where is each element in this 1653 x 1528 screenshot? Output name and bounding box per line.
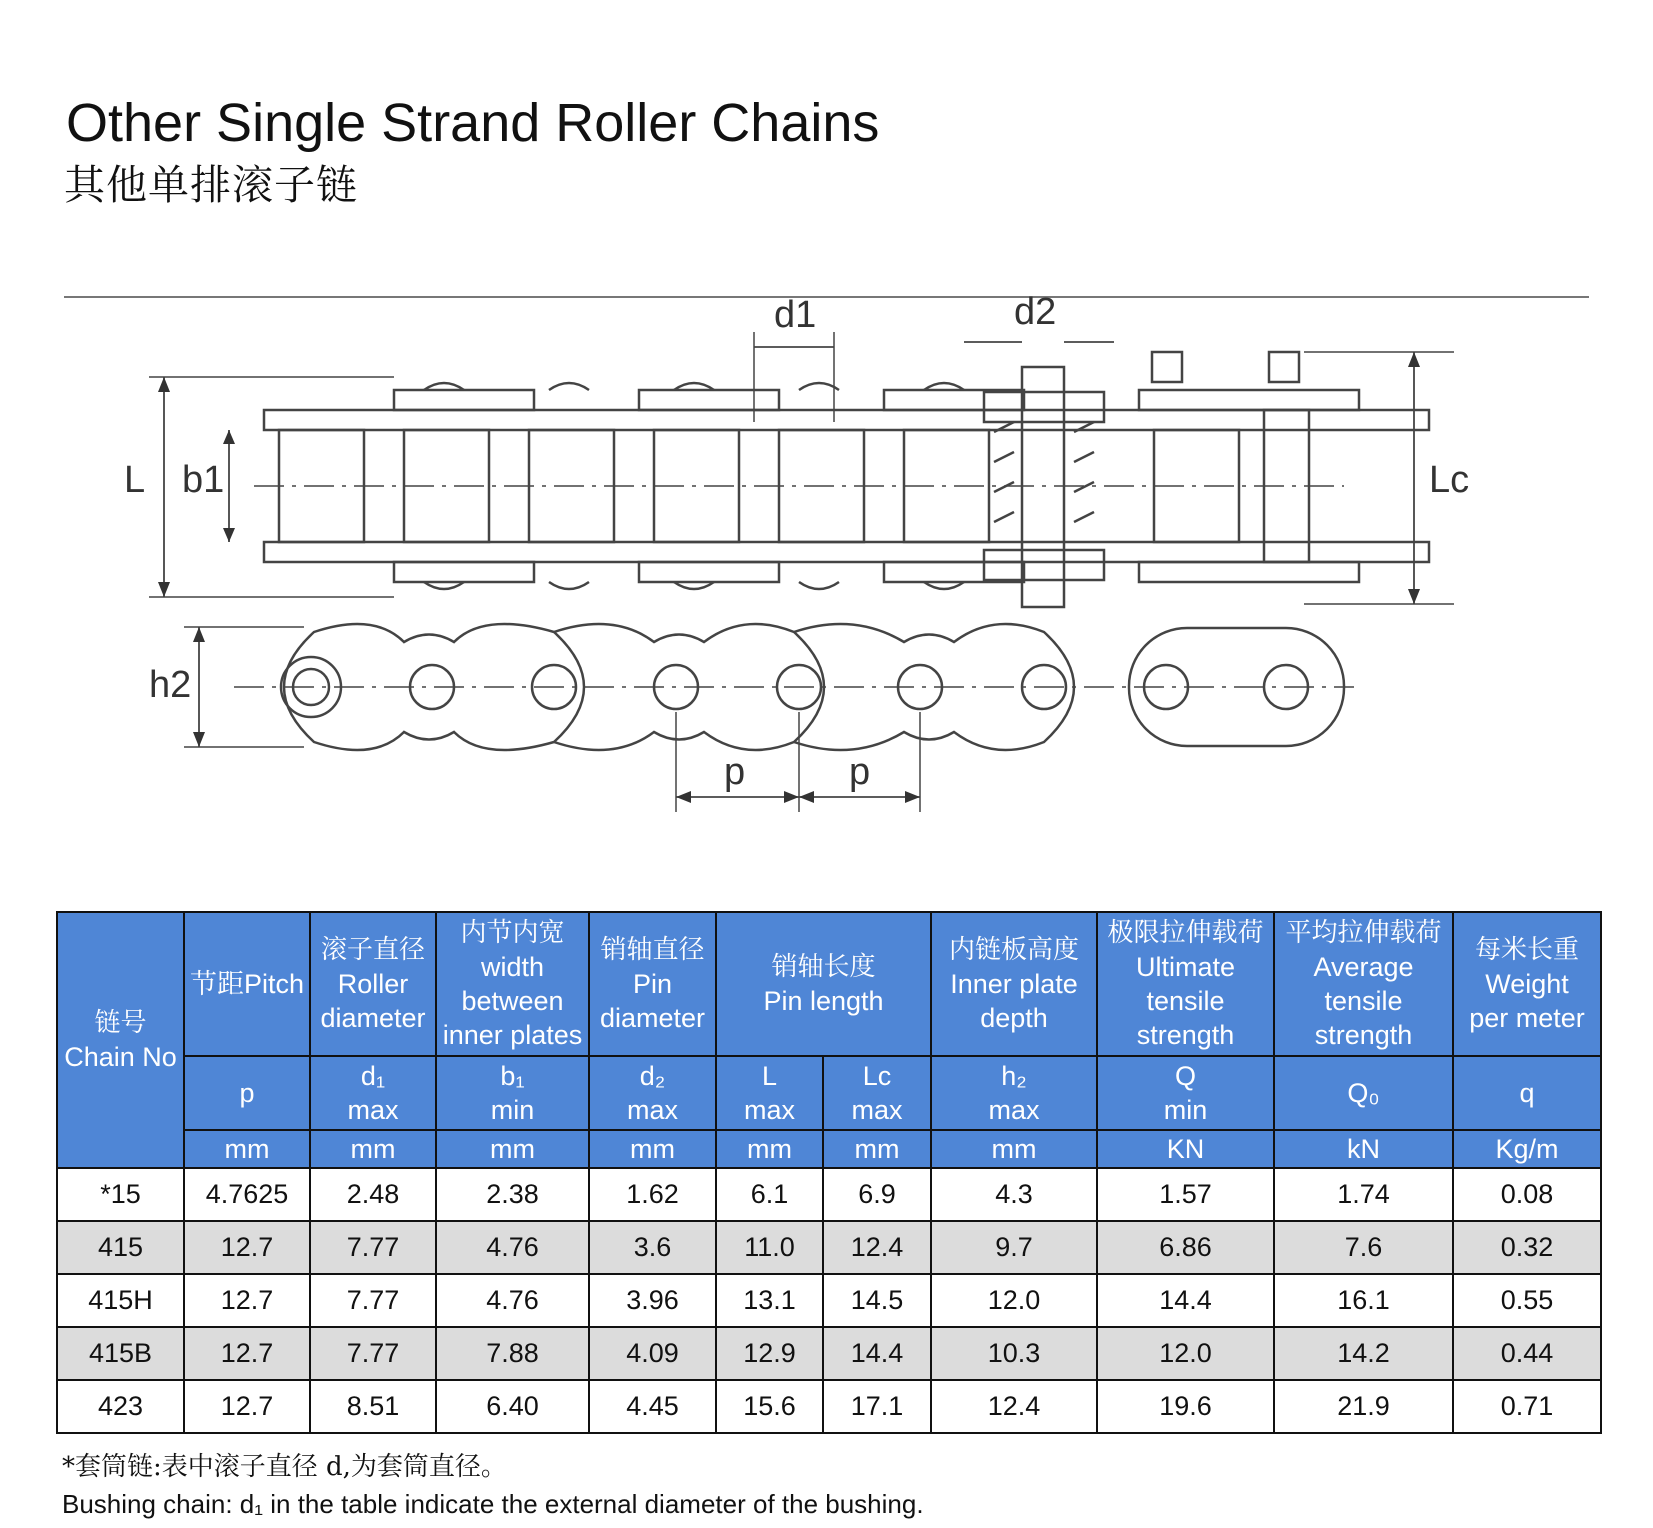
table-row	[57, 1221, 1601, 1274]
header-ultimate-strength: 极限拉伸载荷 Ultimate tensile strength	[1097, 912, 1274, 1056]
label-L: L	[124, 459, 146, 501]
table-cell: 0.71	[1453, 1380, 1601, 1433]
table-cell: 21.9	[1274, 1380, 1453, 1433]
table-cell: 7.6	[1274, 1221, 1453, 1274]
table-cell: 14.5	[823, 1274, 931, 1327]
table-cell: 4.45	[589, 1380, 716, 1433]
table-cell: 6.9	[823, 1168, 931, 1221]
table-cell: 6.86	[1097, 1221, 1274, 1274]
label-Lc: Lc	[1429, 459, 1470, 501]
table-cell: 12.4	[931, 1380, 1097, 1433]
unit-cell: KN	[1097, 1130, 1274, 1168]
symbol-cell: b₁ min	[436, 1056, 589, 1130]
table-cell: 8.51	[310, 1380, 436, 1433]
table-cell: 15.6	[716, 1380, 823, 1433]
symbol-cell: Q min	[1097, 1056, 1274, 1130]
header-pin-diameter: 销轴直径 Pin diameter	[589, 912, 716, 1056]
table-cell: 0.08	[1453, 1168, 1601, 1221]
table-cell: 4.76	[436, 1221, 589, 1274]
table-cell: 4.09	[589, 1327, 716, 1380]
table-cell: 1.62	[589, 1168, 716, 1221]
table-cell: 12.7	[184, 1380, 310, 1433]
header-average-strength: 平均拉伸载荷 Average tensile strength	[1274, 912, 1453, 1056]
cell-chain-no: 415H	[57, 1274, 184, 1327]
unit-cell: mm	[589, 1130, 716, 1168]
table-row	[57, 1168, 1601, 1221]
table-cell: 7.88	[436, 1327, 589, 1380]
table-cell: 4.7625	[184, 1168, 310, 1221]
unit-cell: mm	[436, 1130, 589, 1168]
label-p-1: p	[724, 751, 746, 793]
table-cell: 7.77	[310, 1274, 436, 1327]
table-cell: 2.48	[310, 1168, 436, 1221]
cell-chain-no: 415	[57, 1221, 184, 1274]
page-subtitle-cn: 其他单排滚子链	[64, 161, 358, 209]
chain-technical-drawing	[54, 292, 1599, 872]
label-d1: d1	[774, 294, 817, 336]
header-weight: 每米长重 Weight per meter	[1453, 912, 1601, 1056]
table-cell: 7.77	[310, 1327, 436, 1380]
table-cell: 12.9	[716, 1327, 823, 1380]
label-b1: b1	[182, 459, 225, 501]
table-cell: 16.1	[1274, 1274, 1453, 1327]
unit-cell: Kg/m	[1453, 1130, 1601, 1168]
label-h2: h2	[149, 664, 192, 706]
table-cell: 2.38	[436, 1168, 589, 1221]
table-cell: 7.77	[310, 1221, 436, 1274]
symbol-cell: Lc max	[823, 1056, 931, 1130]
header-inner-width: 内节内宽 width between inner plates	[436, 912, 589, 1056]
unit-cell: mm	[716, 1130, 823, 1168]
table-cell: 6.1	[716, 1168, 823, 1221]
unit-cell: mm	[823, 1130, 931, 1168]
table-cell: 0.55	[1453, 1274, 1601, 1327]
table-cell: 19.6	[1097, 1380, 1274, 1433]
symbol-cell: d₂ max	[589, 1056, 716, 1130]
table-cell: 0.44	[1453, 1327, 1601, 1380]
table-cell: 13.1	[716, 1274, 823, 1327]
table-cell: 10.3	[931, 1327, 1097, 1380]
table-row	[57, 1327, 1601, 1380]
cell-chain-no: 415B	[57, 1327, 184, 1380]
table-row	[57, 1274, 1601, 1327]
symbol-cell: Q₀	[1274, 1056, 1453, 1130]
table-cell: 12.7	[184, 1221, 310, 1274]
table-cell: 1.57	[1097, 1168, 1274, 1221]
table-cell: 3.96	[589, 1274, 716, 1327]
unit-cell: mm	[184, 1130, 310, 1168]
table-cell: 4.76	[436, 1274, 589, 1327]
chain-spec-table	[56, 911, 1602, 1434]
table-cell: 12.0	[931, 1274, 1097, 1327]
label-p-2: p	[849, 751, 871, 793]
table-cell: 14.4	[1097, 1274, 1274, 1327]
symbol-cell: d₁ max	[310, 1056, 436, 1130]
table-cell: 17.1	[823, 1380, 931, 1433]
label-d2: d2	[1014, 292, 1057, 333]
header-pitch: 节距Pitch	[184, 912, 310, 1056]
symbol-cell: L max	[716, 1056, 823, 1130]
cell-chain-no: *15	[57, 1168, 184, 1221]
symbol-cell: q	[1453, 1056, 1601, 1130]
footnote-cn: *套筒链:表中滚子直径 d,为套筒直径。	[62, 1452, 507, 1482]
header-inner-plate-depth: 内链板高度 Inner plate depth	[931, 912, 1097, 1056]
table-cell: 14.2	[1274, 1327, 1453, 1380]
table-cell: 0.32	[1453, 1221, 1601, 1274]
table-cell: 12.4	[823, 1221, 931, 1274]
page-title: Other Single Strand Roller Chains	[66, 93, 880, 153]
table-cell: 3.6	[589, 1221, 716, 1274]
table-cell: 12.0	[1097, 1327, 1274, 1380]
table-cell: 11.0	[716, 1221, 823, 1274]
header-chain-no: 链号 Chain No	[57, 912, 184, 1168]
table-row	[57, 1380, 1601, 1433]
unit-cell: mm	[931, 1130, 1097, 1168]
symbol-cell: p	[184, 1056, 310, 1130]
symbol-cell: h₂ max	[931, 1056, 1097, 1130]
table-cell: 6.40	[436, 1380, 589, 1433]
chain-drawing-svg	[54, 292, 1599, 872]
unit-cell: mm	[310, 1130, 436, 1168]
header-pin-length: 销轴长度 Pin length	[716, 912, 931, 1056]
table-cell: 12.7	[184, 1327, 310, 1380]
footnote-en: Bushing chain: d₁ in the table indicate the external diameter of the bushing.	[62, 1489, 924, 1519]
cell-chain-no: 423	[57, 1380, 184, 1433]
header-roller-diameter: 滚子直径 Roller diameter	[310, 912, 436, 1056]
table-cell: 1.74	[1274, 1168, 1453, 1221]
table-cell: 14.4	[823, 1327, 931, 1380]
table-cell: 12.7	[184, 1274, 310, 1327]
table-cell: 9.7	[931, 1221, 1097, 1274]
unit-cell: kN	[1274, 1130, 1453, 1168]
table-cell: 4.3	[931, 1168, 1097, 1221]
